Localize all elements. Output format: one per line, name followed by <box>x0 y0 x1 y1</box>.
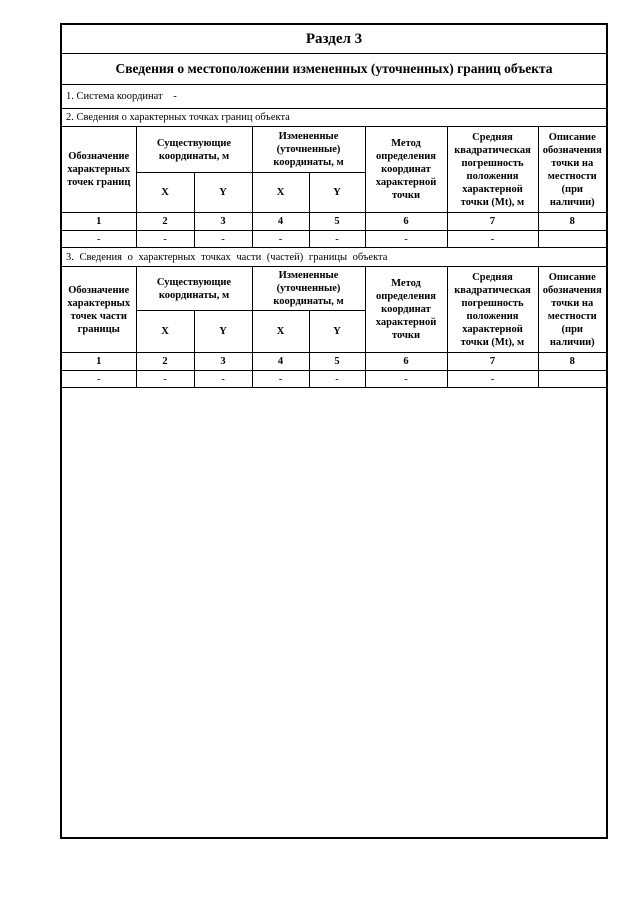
header-designation: Обозначение характерных точек границ <box>62 127 136 213</box>
column-number: 7 <box>447 353 538 371</box>
table1-points <box>62 126 606 248</box>
column-number: 8 <box>538 213 606 231</box>
column-number: 6 <box>365 213 447 231</box>
table-cell: - <box>365 371 447 388</box>
column-number: 1 <box>62 213 136 231</box>
table2-caption: 3. Сведения о характерных точках части (частей) границы объекта <box>66 252 388 263</box>
table-row <box>62 371 606 388</box>
coord-system-value: - <box>173 91 177 102</box>
table-cell: - <box>194 371 252 388</box>
table-cell: - <box>62 231 136 248</box>
column-number: 7 <box>447 213 538 231</box>
column-number: 3 <box>194 353 252 371</box>
header-method: Метод определения координат характерной точки <box>365 127 447 213</box>
header-designation: Обозначение характерных точек части границы <box>62 267 136 353</box>
header-y-changed: Y <box>309 173 365 213</box>
table-cell <box>538 231 606 248</box>
column-number: 5 <box>309 353 365 371</box>
header-description: Описание обозначения точки на местности (при наличии) <box>538 267 606 353</box>
table-cell: - <box>136 231 194 248</box>
column-number: 3 <box>194 213 252 231</box>
column-number: 4 <box>252 353 309 371</box>
table-cell: - <box>62 371 136 388</box>
header-x-existing: X <box>136 173 194 213</box>
table-cell: - <box>252 371 309 388</box>
column-number: 2 <box>136 213 194 231</box>
table-cell: - <box>309 371 365 388</box>
coord-system-line <box>62 85 606 108</box>
table-row <box>62 231 606 248</box>
header-x-changed: X <box>252 311 309 353</box>
table-cell: - <box>365 231 447 248</box>
header-error: Средняя квадратическая погрешность положения характерной точки (Mt), м <box>447 267 538 353</box>
column-numbers-row <box>62 213 606 231</box>
table-cell: - <box>194 231 252 248</box>
column-number: 2 <box>136 353 194 371</box>
table1-caption: 2. Сведения о характерных точках границ объекта <box>66 112 290 123</box>
header-existing-coords: Существующие координаты, м <box>136 127 252 173</box>
coord-system-label: 1. Система координат <box>66 91 163 102</box>
header-description: Описание обозначения точки на местности (при наличии) <box>538 127 606 213</box>
header-x-changed: X <box>252 173 309 213</box>
table2-points <box>62 266 606 388</box>
document-sheet <box>60 23 608 839</box>
column-number: 1 <box>62 353 136 371</box>
table-cell: - <box>447 371 538 388</box>
column-numbers-row <box>62 353 606 371</box>
header-y-existing: Y <box>194 173 252 213</box>
header-error: Средняя квадратическая погрешность положения характерной точки (Mt), м <box>447 127 538 213</box>
header-y-existing: Y <box>194 311 252 353</box>
header-existing-coords: Существующие координаты, м <box>136 267 252 311</box>
section-subtitle: Сведения о местоположении измененных (уточненных) границ объекта <box>115 61 553 76</box>
column-number: 5 <box>309 213 365 231</box>
table-cell: - <box>136 371 194 388</box>
header-method: Метод определения координат характерной точки <box>365 267 447 353</box>
table-cell <box>538 371 606 388</box>
header-y-changed: Y <box>309 311 365 353</box>
table-cell: - <box>309 231 365 248</box>
table-cell: - <box>252 231 309 248</box>
column-number: 4 <box>252 213 309 231</box>
column-number: 6 <box>365 353 447 371</box>
column-number: 8 <box>538 353 606 371</box>
header-x-existing: X <box>136 311 194 353</box>
table-cell: - <box>447 231 538 248</box>
header-changed-coords: Измененные (уточненные) координаты, м <box>252 267 365 311</box>
section-title: Раздел 3 <box>305 31 363 47</box>
header-changed-coords: Измененные (уточненные) координаты, м <box>252 127 365 173</box>
